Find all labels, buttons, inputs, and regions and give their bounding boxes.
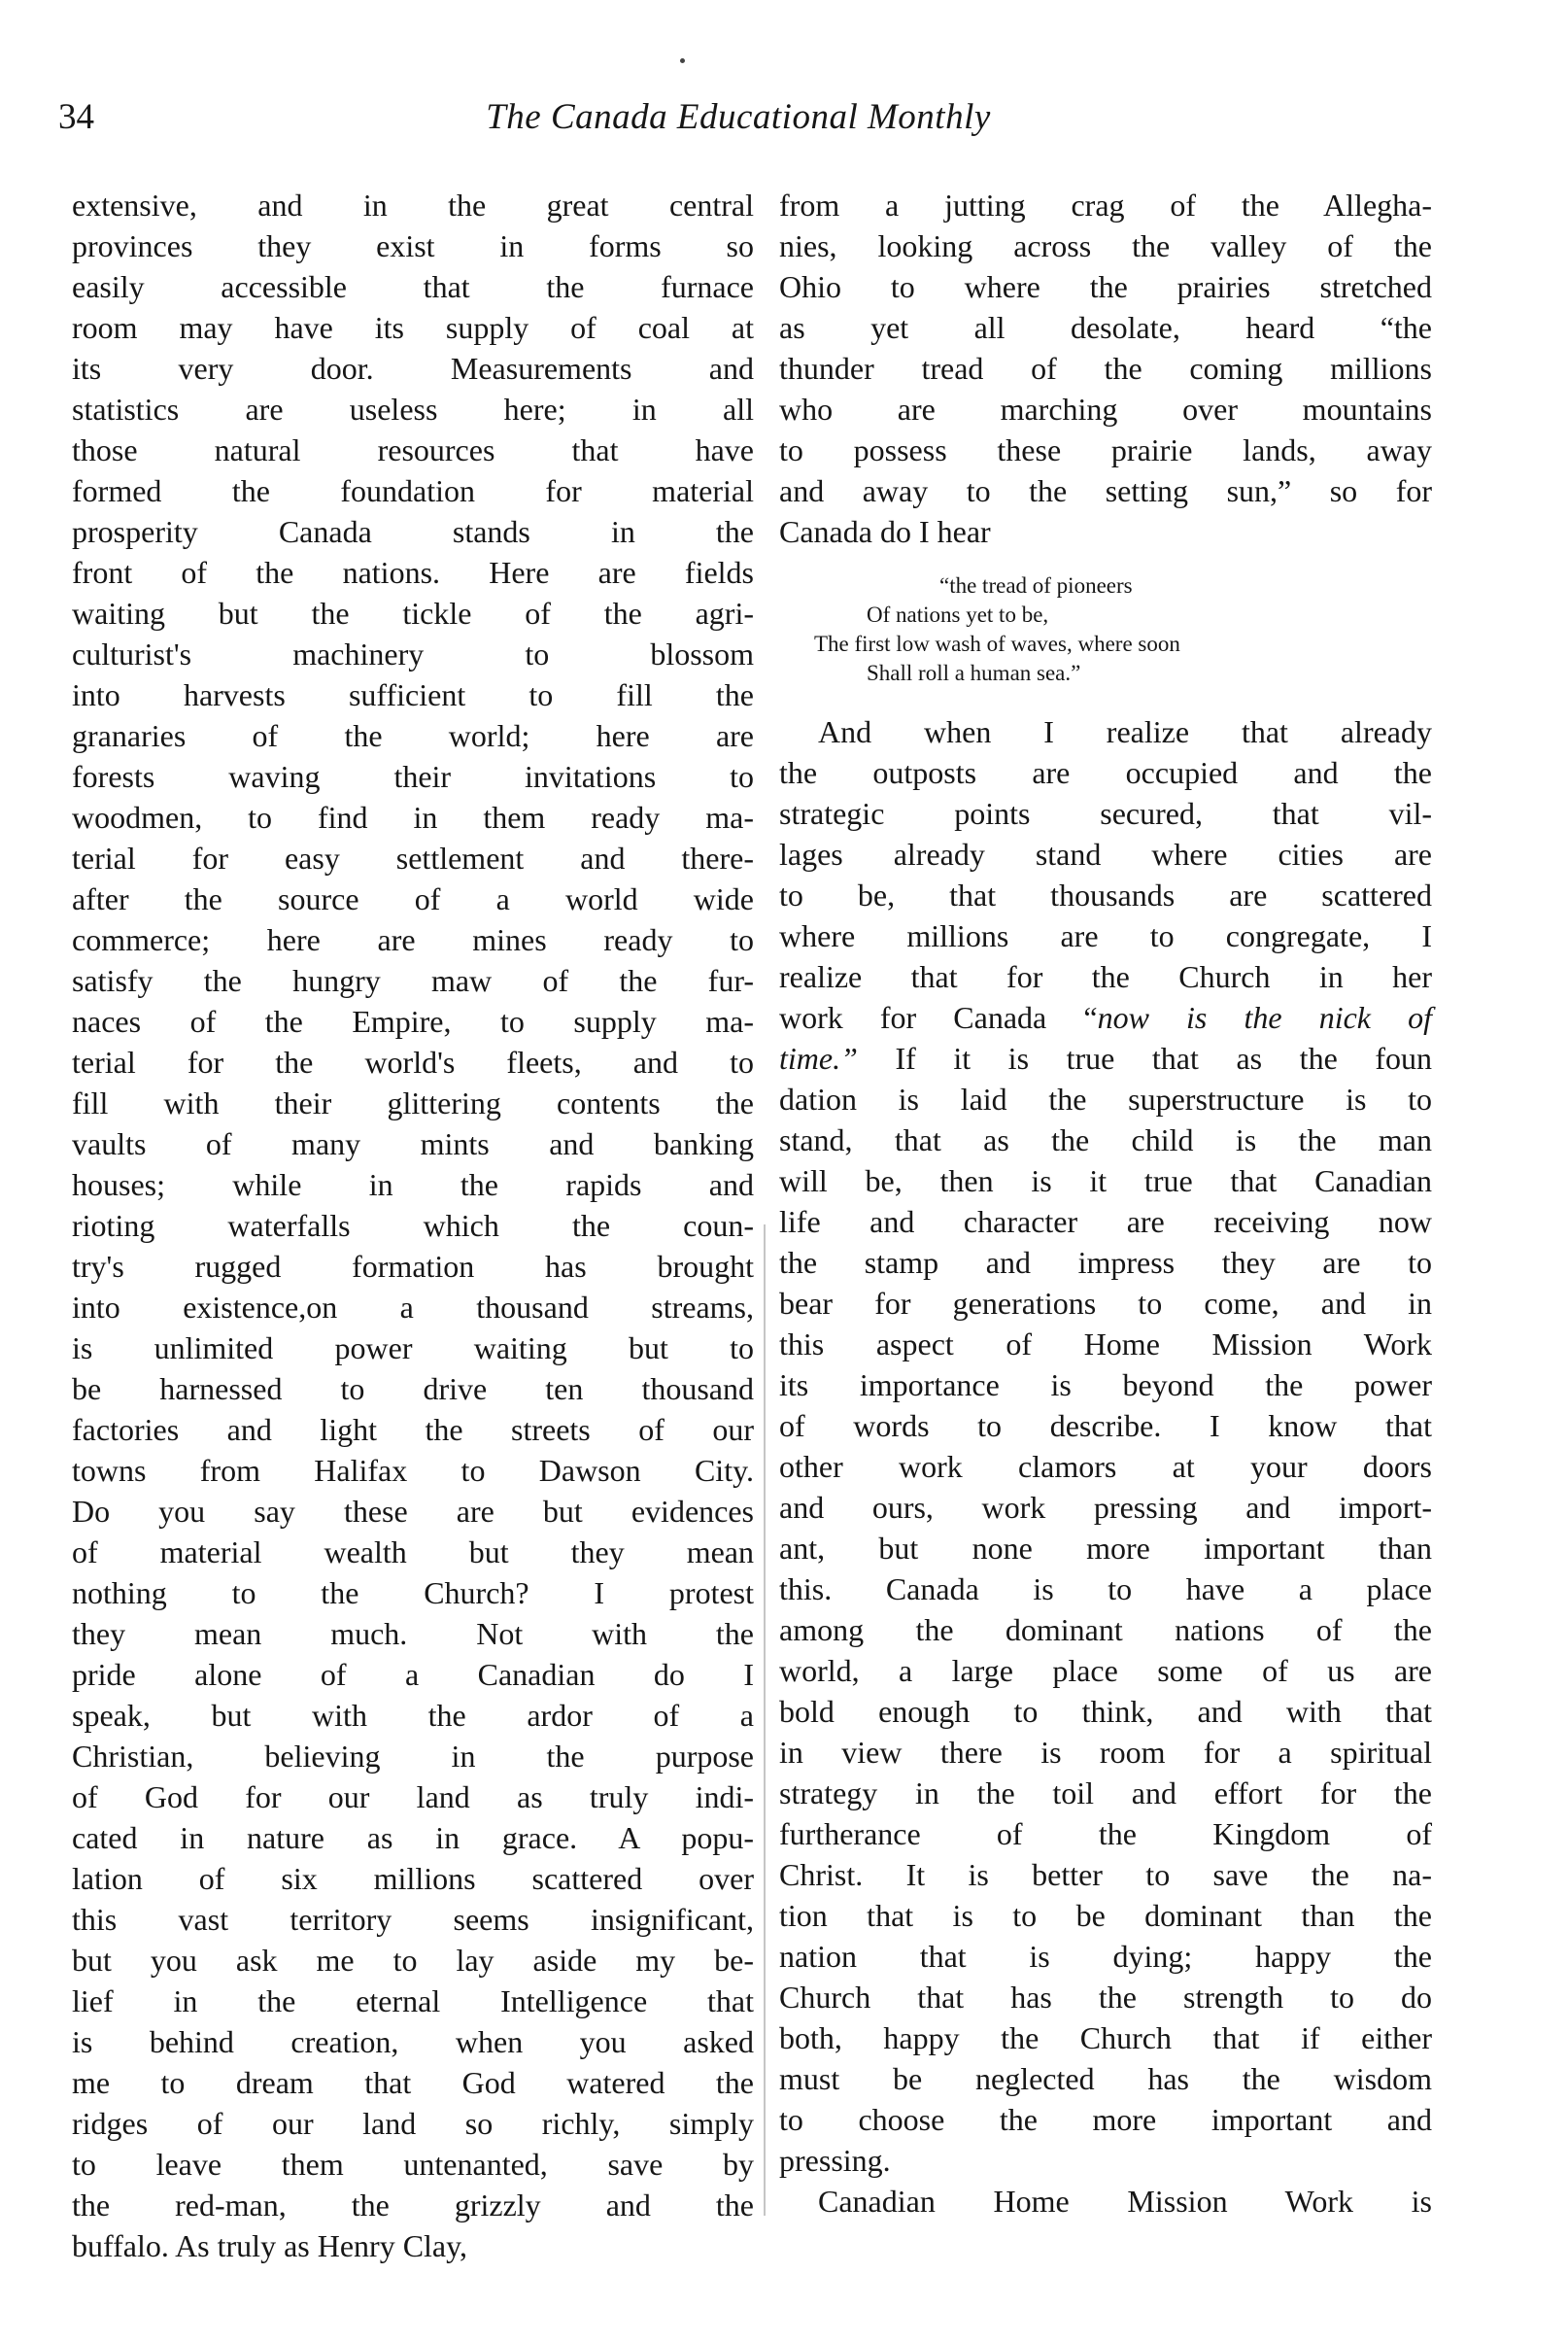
text-line: Canada do I hear [779,514,991,549]
text-line: dation is laid the superstructure is to [779,1082,1432,1117]
text-line: other work clamors at your doors [779,1449,1432,1484]
text-line: Ohio to where the prairies stretched [779,269,1432,304]
page-number: 34 [58,97,94,137]
text-line: those natural resources that have [72,432,754,467]
text-line: easily accessible that the furnace [72,269,754,304]
text-line: commerce; here are mines ready to [72,922,754,957]
text-line: to be, that thousands are scattered [779,878,1432,913]
text-line: of words to describe. I know that [779,1408,1432,1443]
text-line: bold enough to think, and with that [779,1694,1432,1729]
text-line: of material wealth but they mean [72,1534,754,1569]
text-line: culturist's machinery to blossom [72,637,754,672]
text-line: where millions are to congregate, I [779,918,1432,953]
text-line: satisfy the hungry maw of the fur- [72,963,754,998]
text-line: me to dream that God watered the [72,2065,754,2100]
text-line: lages already stand where cities are [779,837,1432,872]
text-line: pride alone of a Canadian do I [72,1657,754,1692]
text-line: lation of six millions scattered over [72,1861,754,1896]
page-header [58,93,1418,142]
right-column-opening [779,185,1432,552]
text-line: statistics are useless here; in all [72,392,754,427]
right-column-continuation [779,711,1432,2222]
poem-line: “the tread of pioneers [939,573,1133,598]
left-column [72,185,754,2266]
text-line: factories and light the streets of our [72,1412,754,1447]
text-line: is unlimited power waiting but to [72,1330,754,1365]
text-line: to leave them untenanted, save by [72,2147,754,2182]
text-line: from a jutting crag of the Allegha- [779,188,1432,223]
text-line: is behind creation, when you asked [72,2024,754,2059]
text-line: stand, that as the child is the man [779,1122,1432,1157]
text-line: terial for easy settlement and there- [72,841,754,876]
text-line: granaries of the world; here are [72,718,754,753]
text-line: thunder tread of the coming millions [779,351,1432,386]
text-line: the stamp and impress they are to [779,1245,1432,1280]
text-line: And when I realize that already [818,714,1432,749]
text-line: but you ask me to lay aside my be- [72,1943,754,1978]
text-line: in view there is room for a spiritual [779,1735,1432,1770]
text-line: strategy in the toil and effort for the [779,1775,1432,1810]
print-speck [680,58,685,63]
text-line: the red-man, the grizzly and the [72,2188,754,2222]
text-line: the outposts are occupied and the [779,755,1432,790]
text-line: prosperity Canada stands in the [72,514,754,549]
text-line: rioting waterfalls which the coun- [72,1208,754,1243]
text-line: buffalo. As truly as Henry Clay, [72,2228,468,2263]
text-line: realize that for the Church in her [779,959,1432,994]
text-line: Christian, believing in the purpose [72,1739,754,1774]
text-line: of God for our land as truly indi- [72,1779,754,1814]
text-line: Canadian Home Mission Work is [818,2184,1432,2219]
poem-line: The first low wash of waves, where soon [814,632,1180,656]
text-line: to possess these prairie lands, away [779,432,1432,467]
text-line: to choose the more important and [779,2102,1432,2137]
text-line: its importance is beyond the power [779,1367,1432,1402]
text-line: life and character are receiving now [779,1204,1432,1239]
text-line: will be, then is it true that Canadian [779,1163,1432,1198]
text-line: Church that has the strength to do [779,1980,1432,2015]
text-line: lief in the eternal Intelligence that [72,1983,754,2018]
running-title: The Canada Educational Monthly [486,97,991,137]
text-line: room may have its supply of coal at [72,310,754,345]
poem-line: Shall roll a human sea.” [867,661,1081,685]
text-line: pressing. [779,2143,891,2178]
text-line: nies, looking across the valley of the [779,228,1432,263]
text-line: formed the foundation for material [72,473,754,508]
text-line: among the dominant nations of the [779,1612,1432,1647]
text-line: this vast territory seems insignificant, [72,1902,754,1937]
text-line: extensive, and in the great central [72,188,754,223]
text-line: this. Canada is to have a place [779,1571,1432,1606]
text-line: houses; while in the rapids and [72,1167,754,1202]
poem-line: Of nations yet to be, [867,603,1049,627]
text-line: who are marching over mountains [779,392,1432,427]
right-column [779,185,1432,2222]
text-line: speak, but with the ardor of a [72,1698,754,1733]
text-line: terial for the world's fleets, and to [72,1045,754,1080]
text-line: waiting but the tickle of the agri- [72,596,754,631]
text-line: front of the nations. Here are fields [72,555,754,590]
text-line: after the source of a world wide [72,881,754,916]
poem-quotation [779,571,1432,688]
text-line: ant, but none more important than [779,1531,1432,1566]
text-line: fill with their glittering contents the [72,1085,754,1120]
text-line: vaults of many mints and banking [72,1126,754,1161]
text-line: and ours, work pressing and import- [779,1490,1432,1525]
text-line: time.” If it is true that as the foun [779,1041,1432,1076]
text-line: woodmen, to find in them ready ma- [72,800,754,835]
text-line: tion that is to be dominant than the [779,1898,1432,1933]
text-line: forests waving their invitations to [72,759,754,794]
text-line: furtherance of the Kingdom of [779,1816,1432,1851]
text-line: into harvests sufficient to fill the [72,677,754,712]
text-line: they mean much. Not with the [72,1616,754,1651]
text-line: nothing to the Church? I protest [72,1575,754,1610]
text-line: both, happy the Church that if either [779,2020,1432,2055]
text-line: into existence,on a thousand streams, [72,1290,754,1325]
text-line: ridges of our land so richly, simply [72,2106,754,2141]
text-line: nation that is dying; happy the [779,1939,1432,1974]
text-line: bear for generations to come, and in [779,1286,1432,1321]
text-line: work for Canada “now is the nick of [779,1000,1433,1035]
text-line: must be neglected has the wisdom [779,2061,1432,2096]
text-line: Christ. It is better to save the na- [779,1857,1432,1892]
text-line: and away to the setting sun,” so for [779,473,1432,508]
text-line: try's rugged formation has brought [72,1249,754,1284]
text-line: its very door. Measurements and [72,351,754,386]
text-line: towns from Halifax to Dawson City. [72,1453,754,1488]
text-line: this aspect of Home Mission Work [779,1327,1432,1361]
text-line: strategic points secured, that vil- [779,796,1432,831]
column-divider [764,1224,766,2216]
text-line: Do you say these are but evidences [72,1494,754,1529]
text-line: be harnessed to drive ten thousand [72,1371,754,1406]
text-line: as yet all desolate, heard “the [779,310,1432,345]
text-line: cated in nature as in grace. A popu- [72,1820,754,1855]
text-line: world, a large place some of us are [779,1653,1432,1688]
text-line: provinces they exist in forms so [72,228,754,263]
text-line: naces of the Empire, to supply ma- [72,1004,754,1039]
